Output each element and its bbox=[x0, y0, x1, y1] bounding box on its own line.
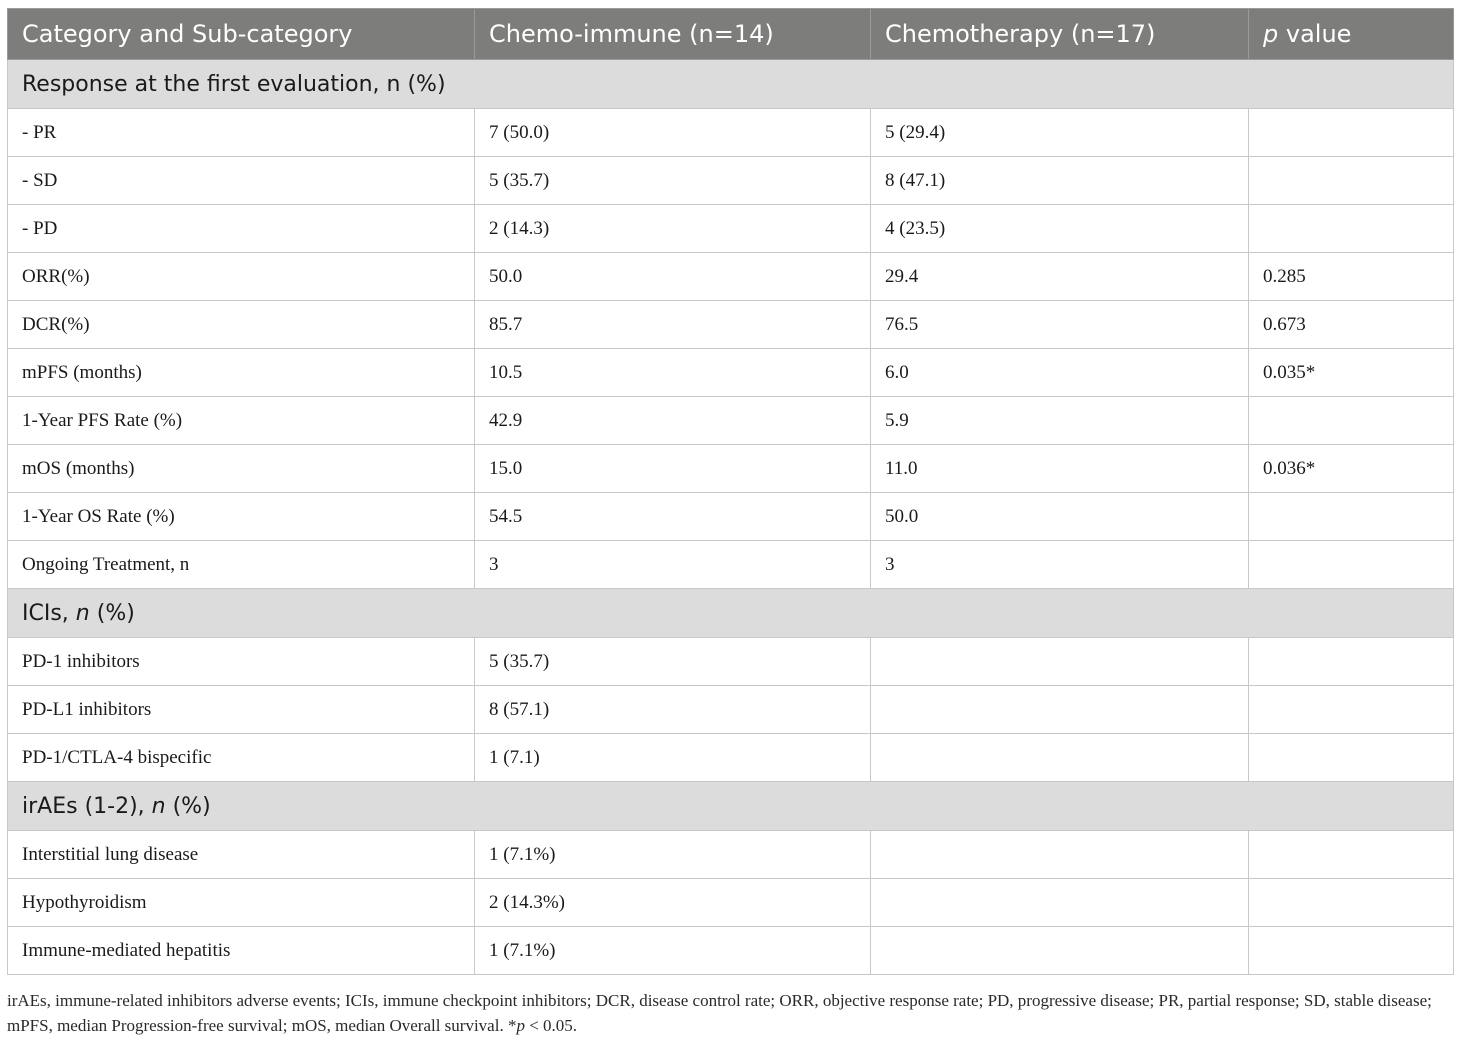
row-chemotherapy bbox=[871, 927, 1249, 975]
table-row bbox=[8, 734, 1454, 782]
row-chemotherapy: 8 (47.1) bbox=[871, 157, 1249, 205]
table-row bbox=[8, 349, 1454, 397]
table-row bbox=[8, 205, 1454, 253]
row-p-value bbox=[1249, 686, 1454, 734]
row-chemotherapy: 3 bbox=[871, 541, 1249, 589]
row-chemotherapy: 5 (29.4) bbox=[871, 109, 1249, 157]
table-row bbox=[8, 253, 1454, 301]
row-label: 1-Year PFS Rate (%) bbox=[8, 397, 475, 445]
row-chemotherapy: 29.4 bbox=[871, 253, 1249, 301]
row-p-value bbox=[1249, 205, 1454, 253]
row-p-value bbox=[1249, 493, 1454, 541]
row-p-value bbox=[1249, 638, 1454, 686]
row-chemo-immune: 1 (7.1%) bbox=[475, 831, 871, 879]
section-icis-pre: ICIs, bbox=[22, 600, 76, 626]
table-row bbox=[8, 397, 1454, 445]
row-p-value bbox=[1249, 879, 1454, 927]
header-p-rest: value bbox=[1278, 20, 1352, 48]
section-iraes-pre: irAEs (1-2), bbox=[22, 793, 152, 819]
row-chemotherapy: 4 (23.5) bbox=[871, 205, 1249, 253]
row-chemotherapy bbox=[871, 638, 1249, 686]
row-label: PD-1 inhibitors bbox=[8, 638, 475, 686]
row-chemo-immune: 2 (14.3) bbox=[475, 205, 871, 253]
row-p-value bbox=[1249, 831, 1454, 879]
row-p-value: 0.285 bbox=[1249, 253, 1454, 301]
row-chemotherapy bbox=[871, 831, 1249, 879]
row-chemo-immune: 42.9 bbox=[475, 397, 871, 445]
row-label: - SD bbox=[8, 157, 475, 205]
results-table-container bbox=[7, 8, 1453, 975]
row-label: Interstitial lung disease bbox=[8, 831, 475, 879]
table-row bbox=[8, 445, 1454, 493]
header-row bbox=[8, 9, 1454, 60]
row-chemo-immune: 54.5 bbox=[475, 493, 871, 541]
section-icis bbox=[8, 589, 1454, 638]
footnote-p-italic: p bbox=[516, 1016, 525, 1035]
row-label: Ongoing Treatment, n bbox=[8, 541, 475, 589]
table-row bbox=[8, 301, 1454, 349]
row-label: - PR bbox=[8, 109, 475, 157]
row-chemotherapy: 76.5 bbox=[871, 301, 1249, 349]
row-p-value: 0.036* bbox=[1249, 445, 1454, 493]
row-label: - PD bbox=[8, 205, 475, 253]
row-chemo-immune: 85.7 bbox=[475, 301, 871, 349]
table-row bbox=[8, 541, 1454, 589]
row-p-value bbox=[1249, 109, 1454, 157]
section-icis-italic: n bbox=[75, 600, 90, 626]
section-iraes-italic: n bbox=[151, 793, 166, 819]
row-chemo-immune: 7 (50.0) bbox=[475, 109, 871, 157]
row-chemotherapy bbox=[871, 734, 1249, 782]
section-response-label: Response at the first evaluation, n (%) bbox=[8, 60, 1454, 109]
row-p-value bbox=[1249, 397, 1454, 445]
row-label: mOS (months) bbox=[8, 445, 475, 493]
table-row bbox=[8, 879, 1454, 927]
header-p-italic: p bbox=[1263, 20, 1279, 48]
row-p-value: 0.673 bbox=[1249, 301, 1454, 349]
table-row bbox=[8, 109, 1454, 157]
row-p-value bbox=[1249, 541, 1454, 589]
row-label: PD-1/CTLA-4 bispecific bbox=[8, 734, 475, 782]
row-chemo-immune: 3 bbox=[475, 541, 871, 589]
row-label: Hypothyroidism bbox=[8, 879, 475, 927]
table-row bbox=[8, 638, 1454, 686]
row-p-value: 0.035* bbox=[1249, 349, 1454, 397]
row-label: 1-Year OS Rate (%) bbox=[8, 493, 475, 541]
section-iraes bbox=[8, 782, 1454, 831]
row-chemo-immune: 1 (7.1%) bbox=[475, 927, 871, 975]
header-chemo-immune: Chemo-immune (n=14) bbox=[475, 9, 871, 60]
table-footnote bbox=[7, 988, 1453, 1038]
row-chemo-immune: 2 (14.3%) bbox=[475, 879, 871, 927]
section-icis-label bbox=[8, 589, 1454, 638]
footnote-main: irAEs, immune-related inhibitors adverse events; ICIs, immune checkpoint inhibitors; DCR, disease control rate; ORR, objective response rate; PD, progressive disease; PR, partial response; SD, stable disease; mPFS, median Progression-free survival; mOS, median Overall survival. * bbox=[7, 991, 1432, 1035]
header-p-value bbox=[1249, 9, 1454, 60]
row-chemotherapy bbox=[871, 879, 1249, 927]
section-response bbox=[8, 60, 1454, 109]
row-chemotherapy: 5.9 bbox=[871, 397, 1249, 445]
row-chemo-immune: 1 (7.1) bbox=[475, 734, 871, 782]
header-chemotherapy: Chemotherapy (n=17) bbox=[871, 9, 1249, 60]
row-chemo-immune: 5 (35.7) bbox=[475, 157, 871, 205]
footnote-tail: < 0.05. bbox=[524, 1016, 578, 1035]
section-iraes-post: (%) bbox=[165, 793, 211, 819]
row-label: Immune-mediated hepatitis bbox=[8, 927, 475, 975]
row-chemotherapy: 11.0 bbox=[871, 445, 1249, 493]
header-category: Category and Sub-category bbox=[8, 9, 475, 60]
row-chemo-immune: 15.0 bbox=[475, 445, 871, 493]
row-p-value bbox=[1249, 734, 1454, 782]
row-chemo-immune: 8 (57.1) bbox=[475, 686, 871, 734]
table-row bbox=[8, 686, 1454, 734]
row-chemotherapy: 50.0 bbox=[871, 493, 1249, 541]
row-chemo-immune: 5 (35.7) bbox=[475, 638, 871, 686]
row-p-value bbox=[1249, 157, 1454, 205]
table-row bbox=[8, 157, 1454, 205]
section-icis-post: (%) bbox=[89, 600, 135, 626]
row-label: mPFS (months) bbox=[8, 349, 475, 397]
row-chemotherapy bbox=[871, 686, 1249, 734]
row-label: PD-L1 inhibitors bbox=[8, 686, 475, 734]
row-chemo-immune: 50.0 bbox=[475, 253, 871, 301]
row-p-value bbox=[1249, 927, 1454, 975]
row-chemo-immune: 10.5 bbox=[475, 349, 871, 397]
row-label: DCR(%) bbox=[8, 301, 475, 349]
results-table bbox=[7, 8, 1454, 975]
row-chemotherapy: 6.0 bbox=[871, 349, 1249, 397]
section-iraes-label bbox=[8, 782, 1454, 831]
table-row bbox=[8, 493, 1454, 541]
table-row bbox=[8, 831, 1454, 879]
table-row bbox=[8, 927, 1454, 975]
row-label: ORR(%) bbox=[8, 253, 475, 301]
